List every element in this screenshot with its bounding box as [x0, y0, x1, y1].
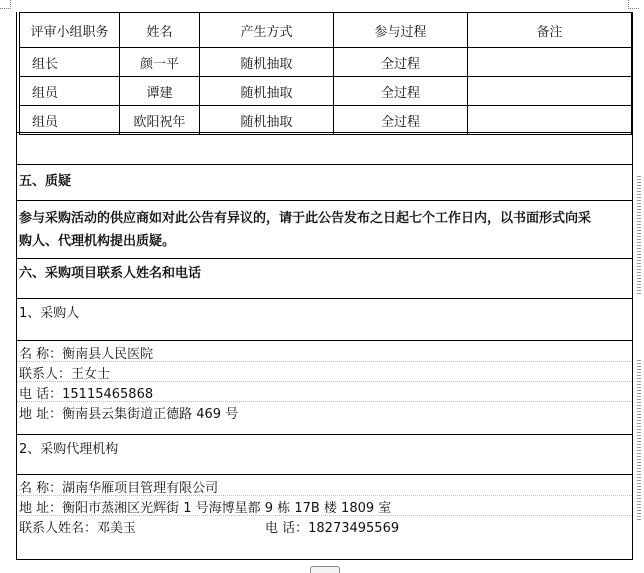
cell-method: 随机抽取 — [200, 77, 334, 106]
header-name: 姓名 — [120, 13, 200, 48]
cell-remarks — [468, 77, 632, 106]
agency-contact: 联系人姓名：邓美玉 — [19, 521, 137, 536]
agency-phone: 电 话：18273495569 — [265, 521, 400, 536]
right-edge-marks — [637, 360, 641, 520]
cell-role: 组员 — [20, 106, 120, 135]
purchaser-heading: 1、采购人 — [17, 298, 632, 340]
header-process: 参与过程 — [334, 13, 468, 48]
committee-table — [19, 12, 632, 135]
page-corner-mark-left — [0, 0, 11, 9]
cell-method: 随机抽取 — [200, 48, 334, 77]
section-5-body-line-1: 参与采购活动的供应商如对此公告有异议的，请于此公告发布之日起七个工作日内，以书面形式向采 — [19, 211, 592, 226]
purchaser-contact: 联系人：王女士 — [19, 367, 111, 382]
agency-block — [17, 474, 632, 560]
section-5-body — [17, 200, 632, 258]
cell-remarks — [468, 48, 632, 77]
cell-process: 全过程 — [334, 106, 468, 135]
cell-method: 随机抽取 — [200, 106, 334, 135]
right-edge-marks — [637, 176, 641, 296]
purchaser-name: 名 称：衡南县人民医院 — [19, 347, 154, 362]
scroll-handle[interactable] — [310, 566, 340, 573]
header-role: 评审小组职务 — [20, 13, 120, 48]
table-header-row — [20, 13, 632, 48]
cell-name: 欧阳祝年 — [120, 106, 200, 135]
cell-process: 全过程 — [334, 48, 468, 77]
table-row — [20, 77, 632, 106]
header-method: 产生方式 — [200, 13, 334, 48]
blank-row — [17, 132, 632, 164]
cell-role: 组员 — [20, 77, 120, 106]
document-page — [16, 12, 633, 560]
section-6-title: 六、采购项目联系人姓名和电话 — [17, 258, 632, 298]
table-row — [20, 106, 632, 135]
cell-role: 组长 — [20, 48, 120, 77]
page-corner-mark-right — [628, 0, 639, 9]
section-5-title: 五、质疑 — [17, 164, 632, 200]
agency-name: 名 称：湖南华雁项目管理有限公司 — [19, 481, 219, 496]
agency-heading: 2、采购代理机构 — [17, 434, 632, 474]
section-5-body-line-2: 购人、代理机构提出质疑。 — [19, 234, 176, 249]
cell-process: 全过程 — [334, 77, 468, 106]
purchaser-address: 地 址：衡南县云集街道正德路 469 号 — [19, 407, 239, 422]
cell-name: 颜一平 — [120, 48, 200, 77]
cell-remarks — [468, 106, 632, 135]
table-row — [20, 48, 632, 77]
cell-name: 谭建 — [120, 77, 200, 106]
purchaser-block — [17, 340, 632, 434]
purchaser-phone: 电 话：15115465868 — [19, 387, 154, 402]
header-remarks: 备注 — [468, 13, 632, 48]
agency-address: 地 址：衡阳市蒸湘区光辉街 1 号海博星都 9 栋 17B 楼 1809 室 — [19, 501, 392, 516]
